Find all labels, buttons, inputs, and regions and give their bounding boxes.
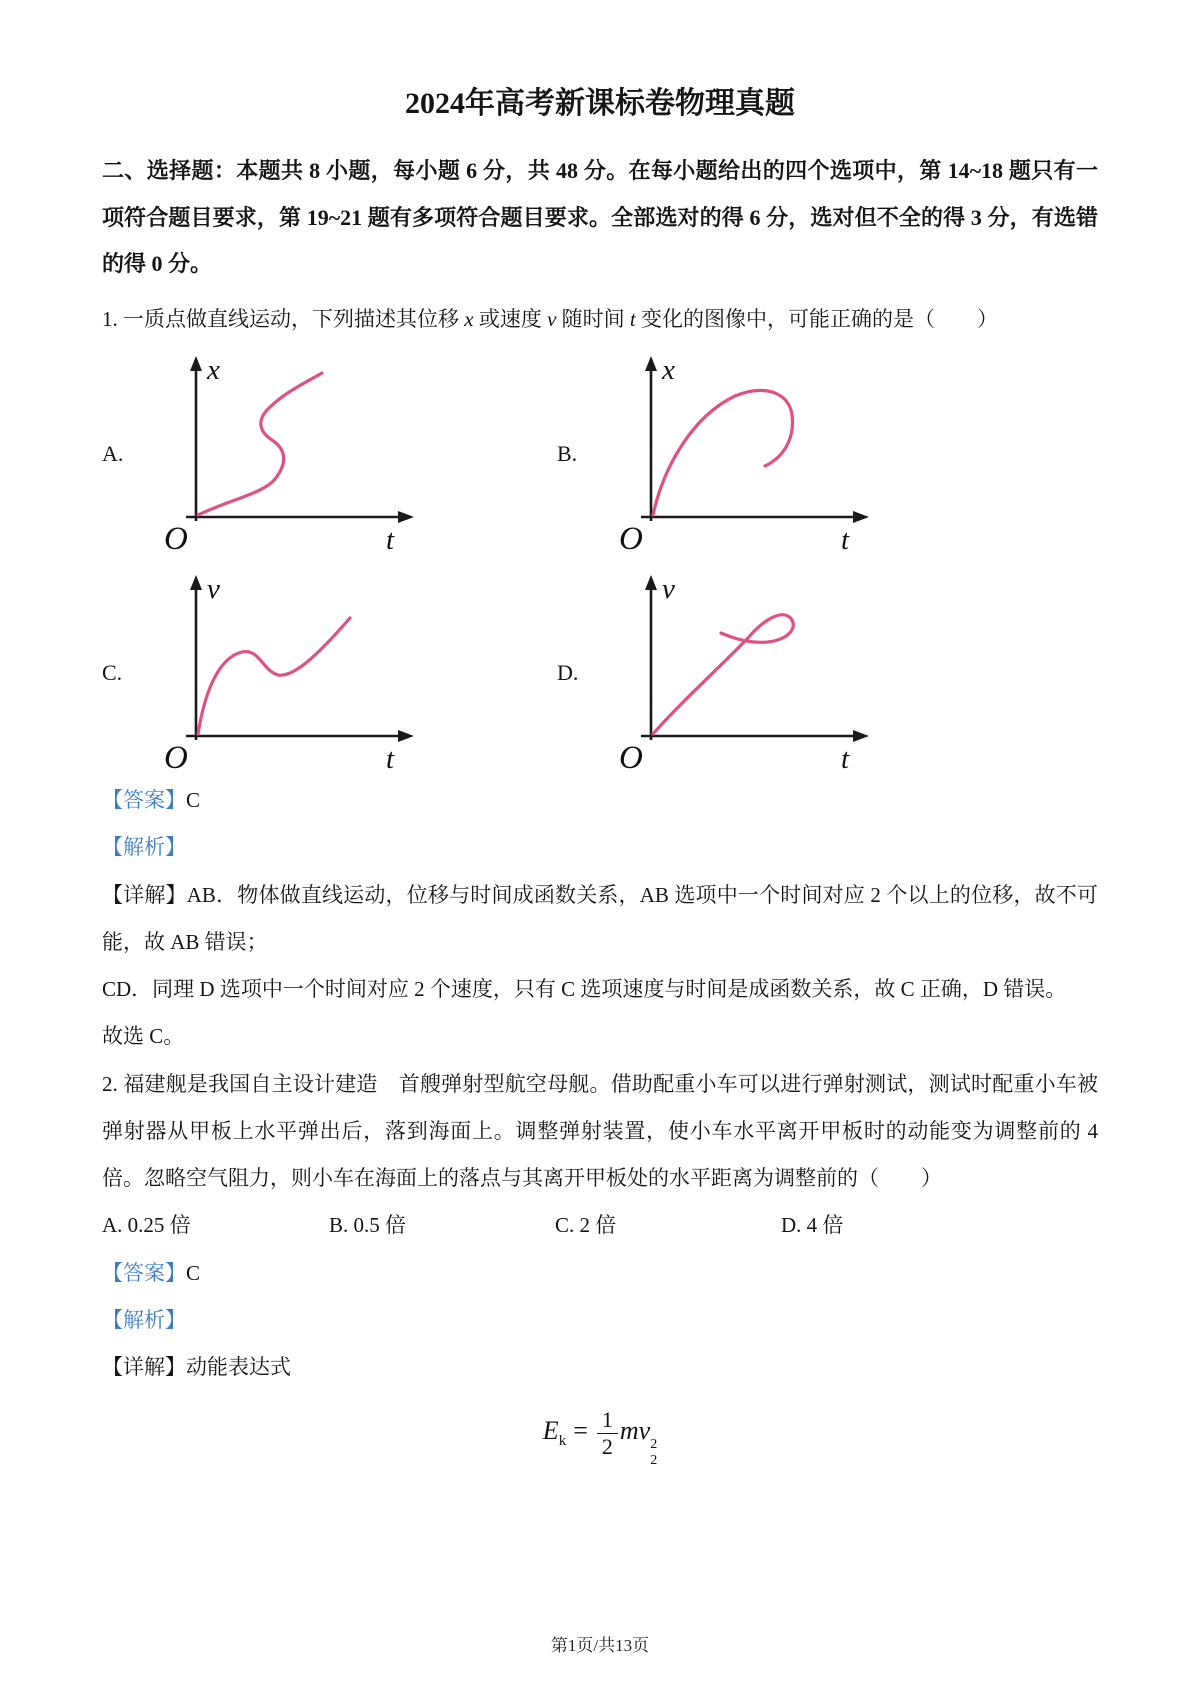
option-d-cell (557, 570, 1098, 775)
graph-a-origin-label: O (164, 521, 188, 557)
q2-option-a: A. 0.25 倍 (102, 1213, 191, 1238)
graph-d-y-label: v (662, 573, 675, 606)
detail-label: 【详解】 (102, 1355, 186, 1380)
detail-label: 【详解】 (102, 882, 187, 907)
formula-superscript: 2 (650, 1437, 658, 1453)
q2-options-row (102, 1202, 1098, 1249)
option-d-label: D. (557, 659, 579, 685)
graph-row-2 (102, 570, 1098, 775)
graph-c-origin-label: O (164, 740, 188, 776)
graph-c-x-label: t (386, 743, 395, 776)
q1-answer-line (102, 777, 1098, 824)
option-c-label: C. (102, 659, 123, 685)
graph-d-x-label: t (841, 743, 850, 776)
graph-c-curve (198, 618, 350, 734)
q2-kinetic-energy-formula (102, 1407, 1098, 1469)
analysis-label: 【解析】 (102, 1307, 186, 1332)
option-b-label: B. (557, 440, 578, 466)
graph-a-y-label: x (207, 354, 220, 387)
formula-numerator: 1 (597, 1407, 618, 1433)
formula-mv: mv (619, 1416, 651, 1446)
graph-d-plot (605, 570, 895, 775)
answer-label: 【答案】 (102, 1260, 186, 1285)
graph-a-x-label: t (386, 524, 395, 557)
graph-b-y-label: x (662, 354, 675, 387)
question-1-stem (102, 296, 1098, 343)
graph-c-x-arrow-icon (398, 730, 414, 742)
formula-supsub (650, 1437, 657, 1469)
q1-var-v: v (547, 306, 557, 331)
page-title: 2024年高考新课标卷物理真题 (405, 87, 795, 120)
page-footer: 第1页/共13页 (550, 1636, 650, 1655)
graph-d-origin-label: O (619, 740, 643, 776)
q1-analysis-line (102, 824, 1098, 871)
formula-subscript: 2 (650, 1453, 658, 1469)
graph-c-y-arrow-icon (190, 575, 202, 590)
q1-detail-text-1: AB．物体做直线运动，位移与时间成函数关系，AB 选项中一个时间对应 2 个以上的位移，故不可能，故 AB 错误； (102, 882, 1099, 954)
q2-detail-intro: 动能表达式 (186, 1355, 291, 1380)
q1-stem-text: 随时间 (556, 306, 630, 331)
graph-d-y-arrow-icon (645, 575, 657, 590)
question-2-stem: 2. 福建舰是我国自主设计建造 首艘弹射型航空母舰。借助配重小车可以进行弹射测试，测试时配重小车被弹射器从甲板上水平弹出后，落到海面上。调整弹射装置，使小车水平离开甲板时的动能变为调整前的 4 倍。忽略空气阻力，则小车在海面上的落点与其离开甲板处的水平距离为调整前的（ ） (102, 1071, 1098, 1191)
formula-sub-k: k (558, 1433, 567, 1450)
q1-answer-value: C (186, 788, 201, 813)
answer-label: 【答案】 (102, 788, 186, 813)
q1-graph-options (102, 351, 1098, 775)
q2-answer-value: C (186, 1260, 201, 1285)
formula-fraction (597, 1407, 618, 1459)
graph-c-plot (150, 570, 440, 775)
option-b-cell (557, 351, 1098, 556)
graph-a-y-arrow-icon (190, 356, 202, 371)
q2-analysis-line (102, 1297, 1098, 1344)
q1-stem-text: 或速度 (473, 306, 548, 331)
option-a-cell (102, 351, 557, 556)
analysis-label: 【解析】 (102, 835, 186, 860)
graph-b-plot (605, 351, 895, 556)
graph-b-y-arrow-icon (645, 356, 657, 371)
q1-detail-p1 (102, 872, 1098, 967)
q1-var-x: x (464, 306, 474, 331)
graph-b-x-arrow-icon (853, 511, 869, 523)
q1-stem-text: 1. 一质点做直线运动，下列描述其位移 (102, 306, 465, 331)
graph-b-origin-label: O (619, 521, 643, 557)
q2-option-b: B. 0.5 倍 (329, 1213, 407, 1238)
option-c-cell (102, 570, 557, 775)
option-a-label: A. (102, 440, 124, 466)
q2-option-d: D. 4 倍 (781, 1213, 844, 1238)
formula-equals: = (573, 1416, 588, 1446)
q1-detail-p2: CD．同理 D 选项中一个时间对应 2 个速度，只有 C 选项速度与时间是成函数关系，故 C 正确，D 错误。 (102, 977, 1067, 1002)
graph-a-plot (150, 351, 440, 556)
q2-detail-line (102, 1344, 1098, 1391)
graph-d-curve (653, 615, 793, 734)
formula-denominator: 2 (601, 1433, 613, 1459)
graph-a-x-arrow-icon (398, 511, 414, 523)
graph-c-y-label: v (207, 573, 220, 606)
graph-a-curve (198, 373, 322, 515)
formula-E: E (542, 1416, 559, 1446)
graph-b-x-label: t (841, 524, 850, 557)
q2-option-c: C. 2 倍 (555, 1213, 617, 1238)
q1-var-t: t (629, 306, 636, 331)
graph-b-curve (653, 391, 792, 516)
graph-row-1 (102, 351, 1098, 556)
q1-stem-text: 变化的图像中，可能正确的是（ ） (635, 306, 998, 331)
graph-d-x-arrow-icon (853, 730, 869, 742)
q2-answer-line (102, 1250, 1098, 1297)
section-header: 二、选择题：本题共 8 小题，每小题 6 分，共 48 分。在每小题给出的四个选项中，第 14~18 题只有一项符合题目要求，第 19~21 题有多项符合题目要求。全部选对的得 6 分，选对但不全的得 3 分，有选错的得 0 分。 (102, 158, 1098, 277)
q1-detail-p3: 故选 C。 (102, 1024, 185, 1049)
